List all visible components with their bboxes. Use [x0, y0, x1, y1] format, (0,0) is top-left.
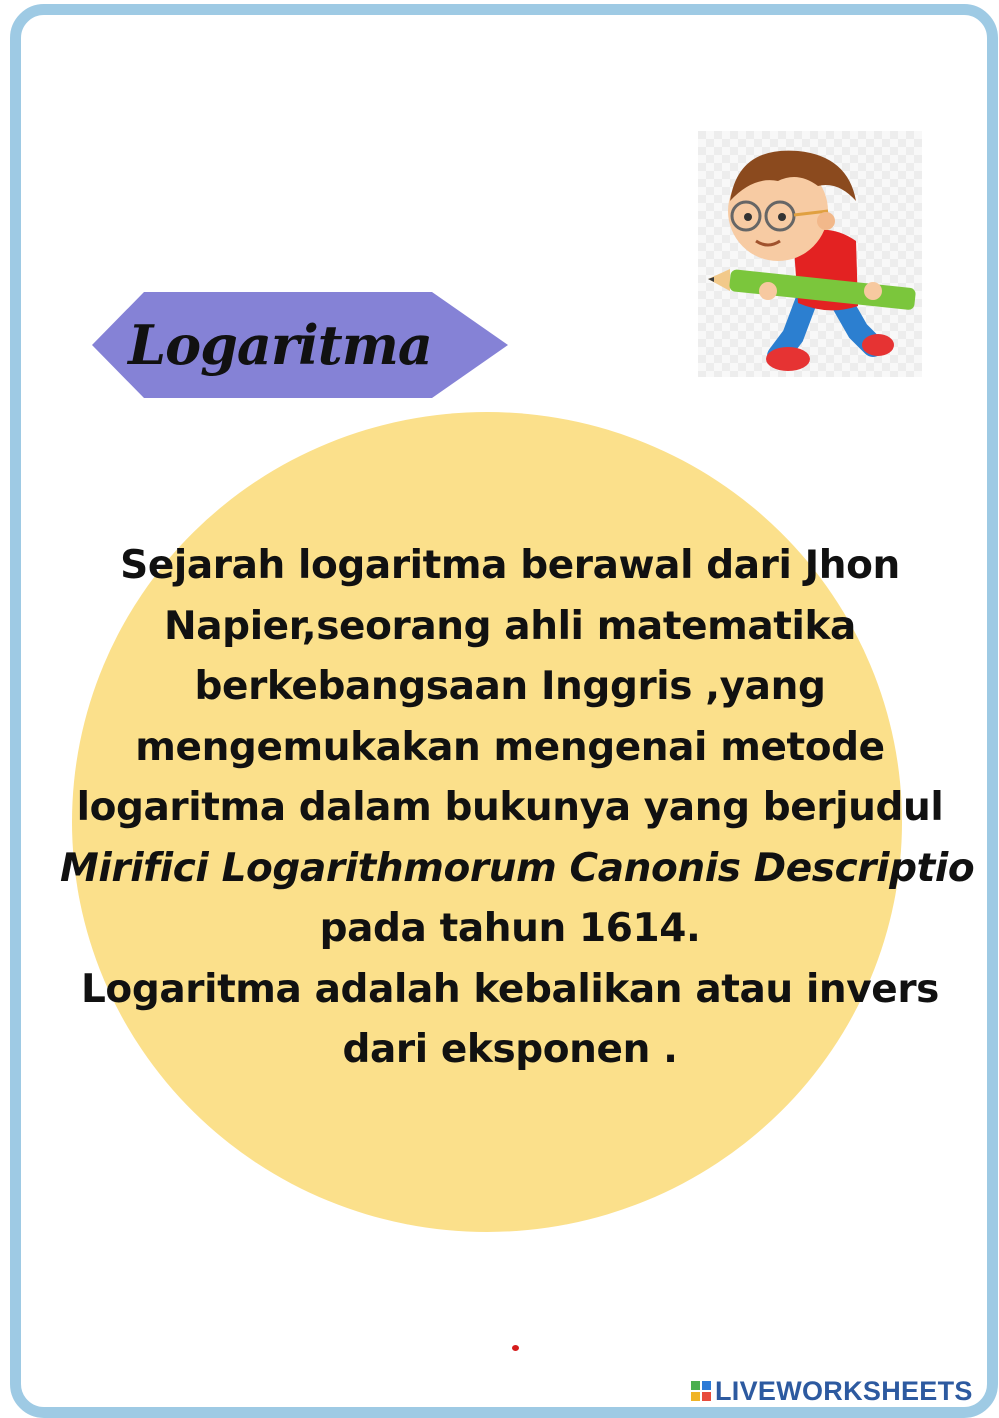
body-line: dari eksponen .	[342, 1027, 678, 1072]
liveworksheets-logo-icon	[690, 1380, 712, 1402]
body-line: mengemukakan mengenai metode	[135, 724, 885, 770]
body-line: Napier,seorang ahli matematika	[164, 603, 856, 649]
brand-name: LIVEWORKSHEETS	[715, 1375, 973, 1406]
body-line: berkebangsaan Inggris ,yang	[194, 664, 826, 709]
footer-brand[interactable]	[690, 1374, 973, 1408]
red-dot	[512, 1345, 519, 1351]
body-line: logaritma dalam bukunya yang berjudul	[76, 785, 944, 830]
book-title: Mirifici Logarithmorum Canonis Descriptio	[60, 845, 975, 891]
body-line: Logaritma adalah kebalikan atau invers	[80, 966, 939, 1012]
body-line: pada tahun 1614.	[319, 906, 701, 951]
history-paragraph	[60, 536, 975, 1081]
boy-with-pencil-illustration	[698, 131, 922, 377]
boy-with-pencil-icon	[698, 131, 922, 377]
body-line: Sejarah logaritma berawal dari Jhon	[120, 543, 900, 588]
title-banner	[92, 292, 508, 398]
page-title: Logaritma	[128, 313, 432, 377]
